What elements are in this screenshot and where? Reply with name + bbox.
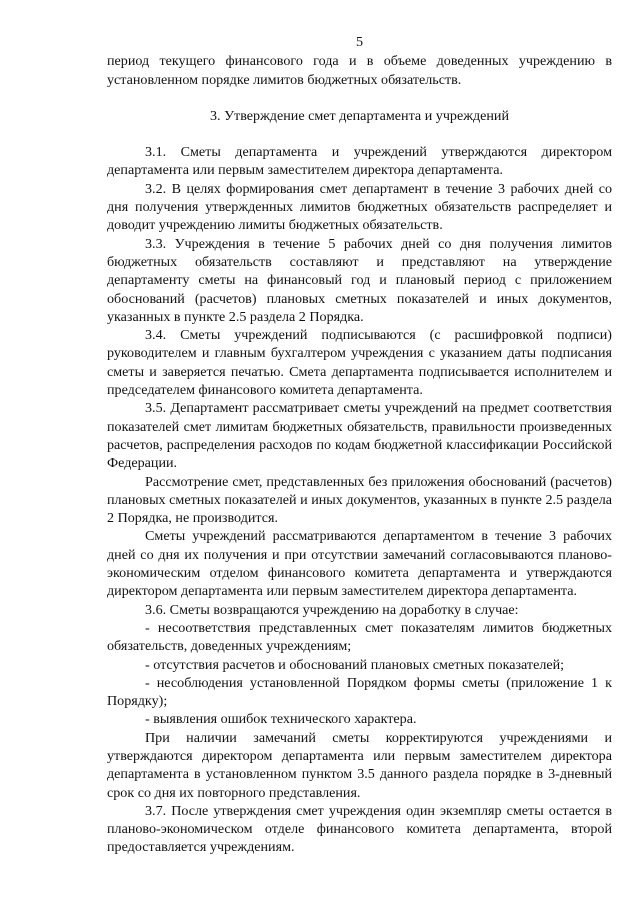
paragraph-3-3: 3.3. Учреждения в течение 5 рабочих дней со дня получения лимитов бюджетных обязательств составляют и представляют на утверждение департаменту сметы на финансовый год и плановый период с приложением обоснований (расчетов) плановых сметных показателей и иных документов, указанных в пункте 2.5 раздела 2 Порядка. xyxy=(107,235,612,325)
paragraph-3-5-approval: Сметы учреждений рассматриваются департаментом в течение 3 рабочих дней со дня их получения и при отсутствии замечаний согласовываются планово-экономическим отделом финансового комитета департамента и утверждаются директором департамента или первым заместителем директора департамента. xyxy=(107,528,612,600)
page-number: 5 xyxy=(355,34,364,50)
paragraph-corrections: При наличии замечаний сметы корректируются учреждениями и утверждаются директором департамента или первым заместителем директора департамента в установленном пунктом 3.5 данного раздела порядке в 3-дневный срок со дня их повторного представления. xyxy=(107,729,612,801)
paragraph-3-2: 3.2. В целях формирования смет департамент в течение 3 рабочих дней со дня получения утвержденных лимитов бюджетных обязательств распределяет и доводит учреждению лимиты бюджетных обязательств. xyxy=(107,180,612,234)
section-heading: 3. Утверждение смет департамента и учреждений xyxy=(209,107,510,124)
paragraph-3-7: 3.7. После утверждения смет учреждения один экземпляр сметы остается в планово-экономическом отделе финансового комитета департамента, второй предоставляется учреждениям. xyxy=(107,802,612,856)
list-item-no-calculations: - отсутствия расчетов и обоснований плановых сметных показателей; xyxy=(145,656,565,673)
paragraph-3-6: 3.6. Сметы возвращаются учреждению на доработку в случае: xyxy=(145,601,519,618)
list-item-technical-errors: - выявления ошибок технического характера. xyxy=(145,711,417,728)
paragraph-3-1: 3.1. Сметы департамента и учреждений утверждаются директором департамента или первым заместителем директора департамента. xyxy=(107,144,612,179)
list-item-form-violation: - несоблюдения установленной Порядком формы сметы (приложение 1 к Порядку); xyxy=(107,674,612,710)
paragraph-continuation: период текущего финансового года и в объеме доведенных учреждению в установленном порядке лимитов бюджетных обязательств. xyxy=(107,53,612,88)
document-page xyxy=(107,33,612,857)
paragraph-3-4: 3.4. Сметы учреждений подписываются (с расшифровкой подписи) руководителем и главным бухгалтером учреждения с указанием даты подписания сметы и заверяется печатью. Смета департамента подписывается исполнителем и председателем финансового комитета департамента. xyxy=(107,327,612,399)
paragraph-3-5-review: Рассмотрение смет, представленных без приложения обоснований (расчетов) плановых сметных показателей и иных документов, указанных в пункте 2.5 раздела 2 Порядка, не производится. xyxy=(107,473,612,527)
list-item-mismatch: - несоответствия представленных смет показателям лимитов бюджетных обязательств, доведенных учреждениям; xyxy=(107,619,612,655)
paragraph-3-5: 3.5. Департамент рассматривает сметы учреждений на предмет соответствия показателей смет лимитам бюджетных обязательств, правильности произведенных расчетов, распределения расходов по кодам бюджетной классификации Российской Федерации. xyxy=(107,400,612,472)
